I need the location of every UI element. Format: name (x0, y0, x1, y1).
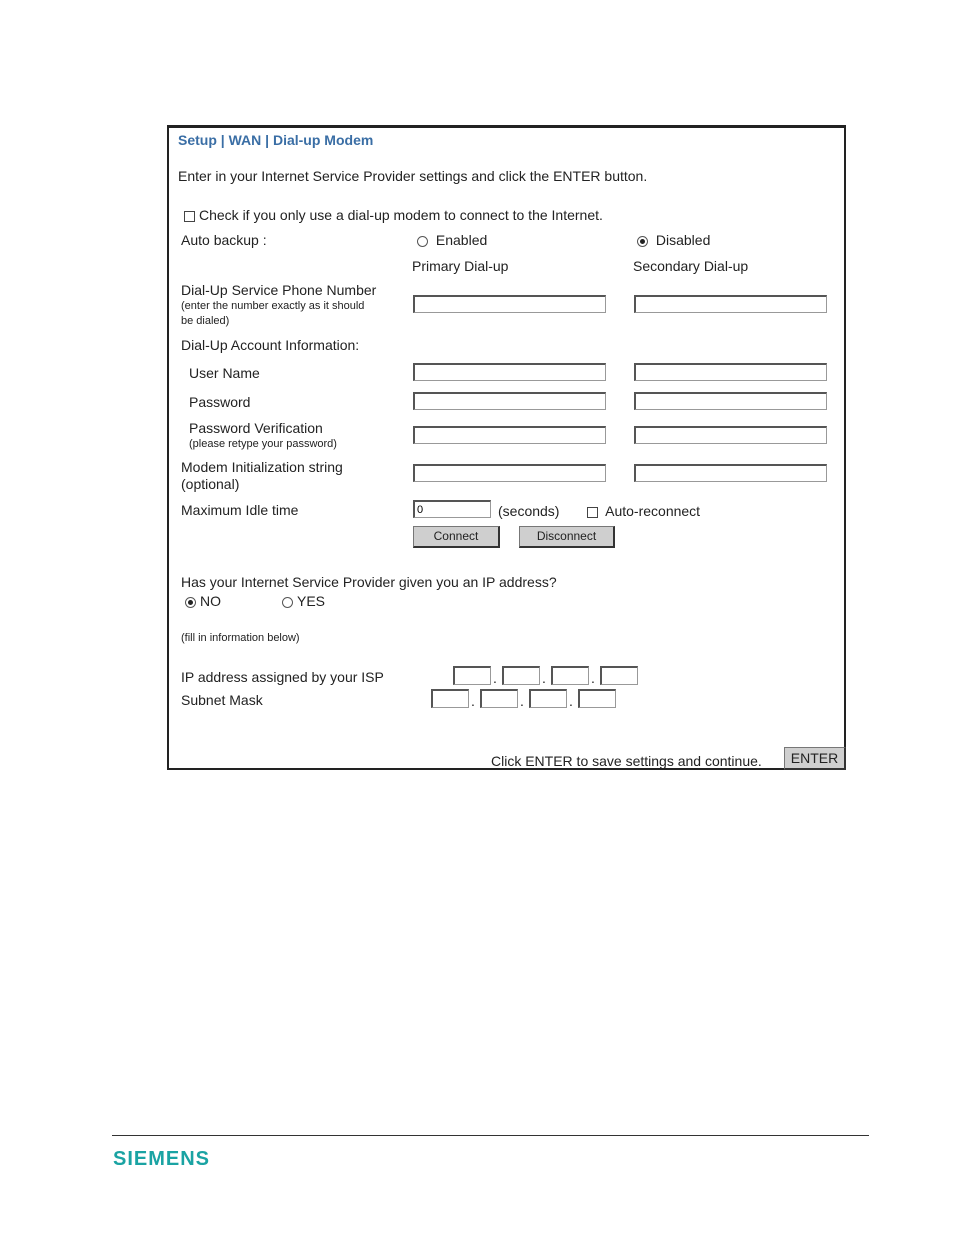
ip-dot: . (493, 670, 497, 686)
fill-info-hint: (fill in information below) (181, 632, 300, 644)
auto-backup-label: Auto backup : (181, 232, 267, 248)
subnet-octet-2-input[interactable] (480, 689, 518, 708)
footer-divider (112, 1135, 869, 1136)
dialup-only-label: Check if you only use a dial-up modem to connect to the Internet. (199, 207, 603, 223)
ip-assigned-label: IP address assigned by your ISP (181, 669, 384, 685)
secondary-column-header: Secondary Dial-up (633, 258, 749, 274)
auto-backup-disabled-radio[interactable] (637, 236, 648, 247)
connect-button[interactable]: Connect (413, 526, 500, 548)
secondary-modem-init-input[interactable] (634, 464, 827, 482)
intro-text: Enter in your Internet Service Provider settings and click the ENTER button. (178, 168, 648, 184)
account-info-header: Dial-Up Account Information: (181, 337, 360, 353)
subnet-octet-1-input[interactable] (431, 689, 469, 708)
dialup-settings-panel (167, 125, 846, 770)
breadcrumb (178, 132, 373, 148)
password-verify-label: Password Verification (189, 420, 323, 436)
subnet-mask-label: Subnet Mask (181, 692, 263, 708)
ip-octet-4-input[interactable] (600, 666, 638, 685)
breadcrumb-setup-link[interactable]: Setup (178, 132, 217, 148)
dialup-only-row (184, 207, 603, 223)
ip-octet-1-input[interactable] (453, 666, 491, 685)
auto-reconnect-option[interactable] (587, 503, 700, 519)
ip-yes-option[interactable] (282, 593, 325, 609)
ip-no-option[interactable] (185, 593, 221, 609)
disconnect-button[interactable]: Disconnect (519, 526, 615, 548)
breadcrumb-dialup-current: Dial-up Modem (272, 132, 374, 148)
dialup-only-checkbox[interactable] (184, 211, 195, 222)
enter-button[interactable]: ENTER (784, 747, 846, 770)
secondary-phone-input[interactable] (634, 295, 827, 313)
modem-init-optional-label: (optional) (181, 476, 240, 492)
phone-label: Dial-Up Service Phone Number (181, 282, 377, 298)
modem-init-label: Modem Initialization string (181, 459, 343, 475)
ip-question-label: Has your Internet Service Provider given you an IP address? (181, 574, 557, 590)
subnet-octet-4-input[interactable] (578, 689, 616, 708)
save-prompt-text: Click ENTER to save settings and continue. (491, 753, 762, 769)
idle-time-label: Maximum Idle time (181, 502, 299, 518)
ip-yes-label: YES (297, 593, 326, 609)
ip-no-radio[interactable] (185, 597, 196, 608)
auto-backup-disabled-option[interactable] (637, 232, 710, 248)
phone-hint-line1: (enter the number exactly as it should (181, 300, 365, 312)
primary-phone-input[interactable] (413, 295, 606, 313)
primary-password-input[interactable] (413, 392, 606, 410)
auto-backup-enabled-label: Enabled (435, 232, 488, 248)
auto-reconnect-label: Auto-reconnect (605, 503, 701, 519)
idle-time-unit: (seconds) (498, 503, 560, 519)
siemens-logo: SIEMENS (113, 1148, 211, 1170)
breadcrumb-separator: | (220, 132, 225, 148)
ip-octet-2-input[interactable] (502, 666, 540, 685)
secondary-password-verify-input[interactable] (634, 426, 827, 444)
auto-backup-enabled-option[interactable] (417, 232, 487, 248)
password-label: Password (189, 394, 251, 410)
subnet-dot: . (520, 693, 524, 709)
subnet-dot: . (471, 693, 475, 709)
subnet-octet-3-input[interactable] (529, 689, 567, 708)
password-verify-hint: (please retype your password) (189, 438, 337, 450)
ip-no-label: NO (200, 593, 221, 609)
breadcrumb-wan-link[interactable]: WAN (228, 132, 262, 148)
auto-backup-disabled-label: Disabled (655, 232, 711, 248)
primary-modem-init-input[interactable] (413, 464, 606, 482)
auto-reconnect-checkbox[interactable] (587, 507, 598, 518)
secondary-username-input[interactable] (634, 363, 827, 381)
username-label: User Name (189, 365, 260, 381)
breadcrumb-separator: | (265, 132, 270, 148)
ip-dot: . (542, 670, 546, 686)
subnet-dot: . (569, 693, 573, 709)
ip-octet-3-input[interactable] (551, 666, 589, 685)
ip-dot: . (591, 670, 595, 686)
idle-time-input[interactable] (413, 500, 491, 518)
phone-hint-line2: be dialed) (181, 315, 230, 327)
primary-password-verify-input[interactable] (413, 426, 606, 444)
auto-backup-enabled-radio[interactable] (417, 236, 428, 247)
primary-username-input[interactable] (413, 363, 606, 381)
ip-yes-radio[interactable] (282, 597, 293, 608)
primary-column-header: Primary Dial-up (412, 258, 509, 274)
secondary-password-input[interactable] (634, 392, 827, 410)
